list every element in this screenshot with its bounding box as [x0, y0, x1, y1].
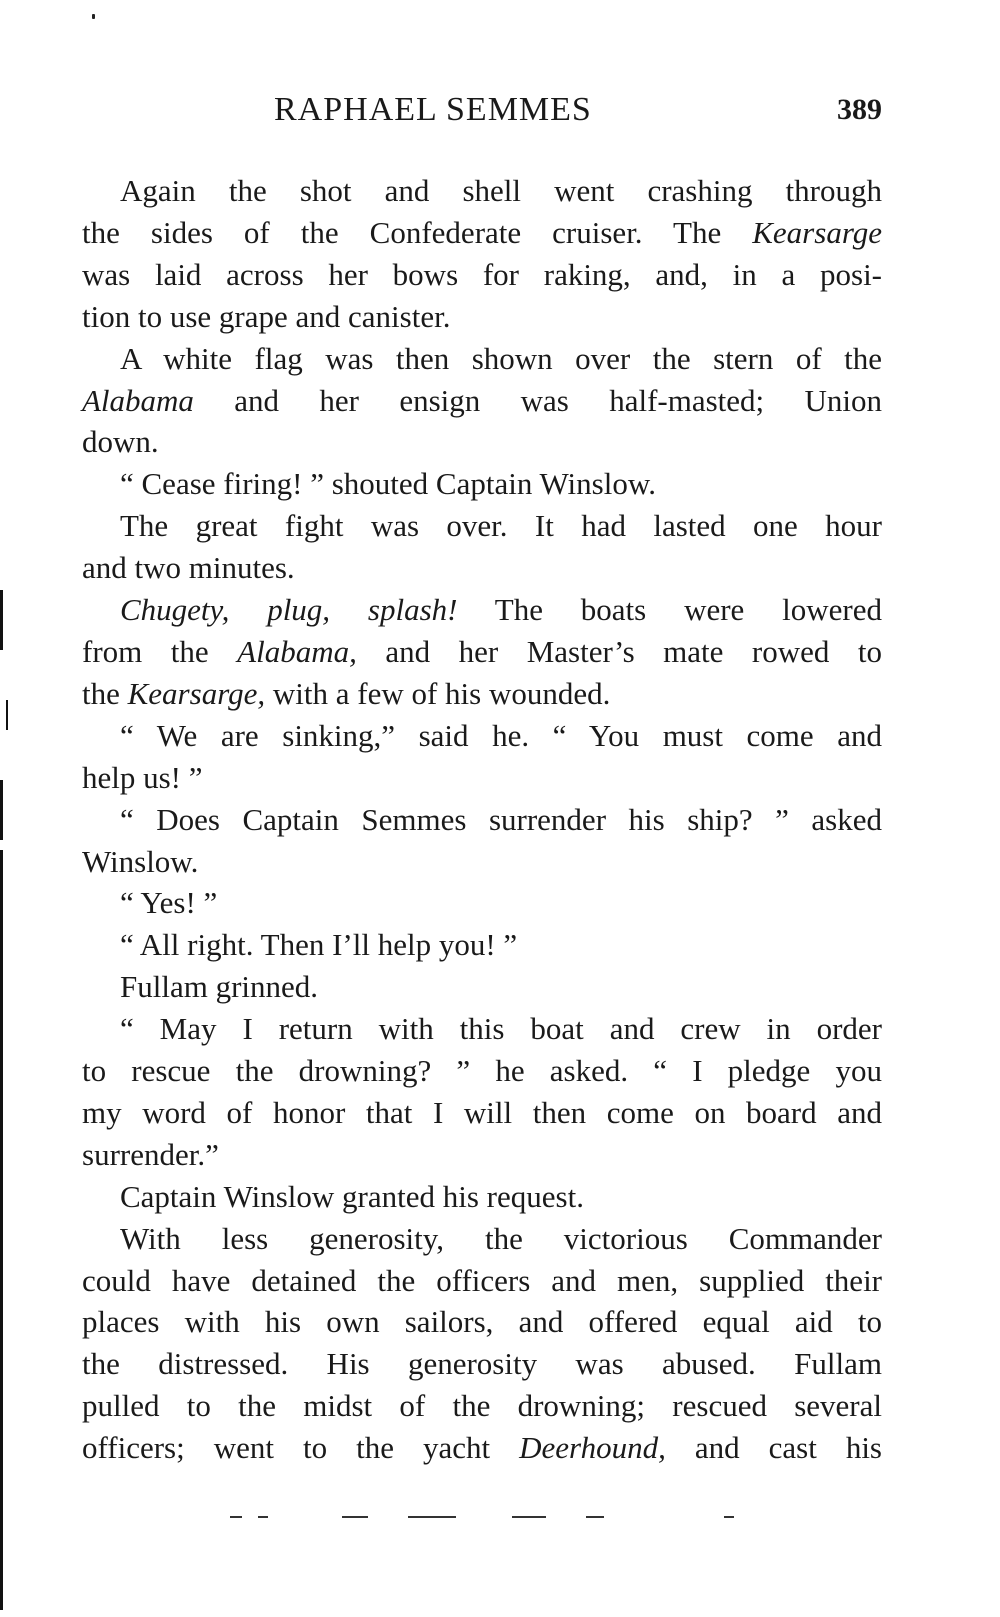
text-run: Captain Winslow granted his request.: [120, 1178, 584, 1214]
text-run: the: [82, 675, 128, 711]
italic-text: Chugety, plug, splash!: [120, 592, 458, 628]
text-run: places with his own sailors, and offered equal aid to: [82, 1304, 882, 1340]
text-line: [82, 673, 882, 715]
paragraph: [82, 589, 882, 715]
text-line: [82, 421, 882, 463]
text-run: surrender.”: [82, 1136, 219, 1172]
paragraph: [82, 966, 882, 1008]
text-run: “ All right. Then I’ll help you! ”: [120, 927, 518, 963]
running-head: [82, 88, 882, 132]
text-run: “ We are sinking,” said he. “ You must come and: [120, 717, 882, 753]
text-run: With less generosity, the victorious Commander: [120, 1220, 882, 1256]
text-run: The great fight was over. It had lasted one hour: [120, 508, 882, 544]
text-run: the sides of the Confederate cruiser. The: [82, 214, 753, 250]
text-line: [82, 1301, 882, 1343]
paragraph: [82, 715, 882, 799]
text-run: Winslow.: [82, 843, 199, 879]
text-run: to rescue the drowning? ” he asked. “ I pledge you: [82, 1053, 882, 1089]
text-line: [82, 882, 882, 924]
italic-text: Alabama: [82, 382, 194, 418]
text-run: down.: [82, 424, 159, 460]
page-number: 389: [837, 93, 882, 126]
text-run: from the: [82, 633, 238, 669]
text-line: [82, 631, 882, 673]
text-run: was laid across her bows for raking, and, in a posi-: [82, 256, 882, 292]
text-line: [82, 505, 882, 547]
text-line: [82, 1218, 882, 1260]
paragraph: [82, 799, 882, 883]
binding-edge-mark: [6, 700, 8, 730]
paragraph: [82, 1008, 882, 1176]
text-run: and her Master’s mate rowed to: [356, 633, 882, 669]
text-line: [82, 463, 882, 505]
text-line: [82, 380, 882, 422]
text-line: [82, 1050, 882, 1092]
italic-text: Kearsarge,: [127, 675, 266, 711]
text-line: [82, 799, 882, 841]
binding-edge-mark: [0, 780, 3, 840]
text-run: with a few of his wounded.: [265, 675, 611, 711]
paragraph: [82, 170, 882, 338]
text-line: [82, 1008, 882, 1050]
text-run: officers; went to the yacht: [82, 1430, 520, 1466]
text-run: “ Cease firing! ” shouted Captain Winslow.: [120, 466, 656, 502]
italic-text: Alabama,: [237, 633, 357, 669]
text-run: the distressed. His generosity was abused. Fullam: [82, 1346, 882, 1382]
paragraph: [82, 1176, 882, 1218]
text-line: [82, 715, 882, 757]
text-line: [82, 1427, 882, 1469]
text-line: [82, 841, 882, 883]
text-line: [82, 212, 882, 254]
text-run: and her ensign was half-masted; Union: [193, 382, 882, 418]
binding-edge-mark: [0, 850, 3, 1610]
text-line: [82, 1385, 882, 1427]
text-line: [82, 254, 882, 296]
paragraph: [82, 1218, 882, 1469]
print-speck: [92, 14, 95, 19]
print-marks: [230, 1516, 750, 1520]
text-run: A white flag was then shown over the stern of the: [120, 340, 882, 376]
paragraph: [82, 463, 882, 505]
text-line: [82, 1092, 882, 1134]
text-run: my word of honor that I will then come on board and: [82, 1094, 882, 1130]
binding-edge-mark: [0, 590, 3, 650]
text-line: [82, 1134, 882, 1176]
text-run: and cast his: [665, 1430, 882, 1466]
text-run: Fullam grinned.: [120, 969, 319, 1005]
text-line: [82, 338, 882, 380]
text-run: and two minutes.: [82, 550, 295, 586]
italic-text: Deerhound,: [519, 1430, 666, 1466]
text-line: [82, 547, 882, 589]
paragraph: [82, 882, 882, 924]
italic-text: Kearsarge: [752, 214, 882, 250]
text-run: “ May I return with this boat and crew in order: [120, 1011, 882, 1047]
paragraph: [82, 338, 882, 464]
paragraph: [82, 924, 882, 966]
text-run: could have detained the officers and men, supplied their: [82, 1262, 882, 1298]
text-line: [82, 1176, 882, 1218]
text-line: [82, 966, 882, 1008]
text-line: [82, 1260, 882, 1302]
text-run: “ Does Captain Semmes surrender his ship? ” asked: [120, 801, 882, 837]
paragraph: [82, 505, 882, 589]
text-run: tion to use grape and canister.: [82, 298, 451, 334]
text-run: help us! ”: [82, 759, 203, 795]
text-run: “ Yes! ”: [120, 885, 218, 921]
text-line: [82, 924, 882, 966]
text-line: [82, 170, 882, 212]
text-run: Again the shot and shell went crashing through: [120, 173, 882, 208]
text-run: pulled to the midst of the drowning; rescued several: [82, 1388, 882, 1424]
text-line: [82, 296, 882, 338]
text-run: The boats were lowered: [457, 592, 882, 628]
text-line: [82, 757, 882, 799]
text-line: [82, 589, 882, 631]
running-title: RAPHAEL SEMMES: [274, 91, 592, 128]
text-line: [82, 1343, 882, 1385]
body-text: [82, 170, 882, 1469]
